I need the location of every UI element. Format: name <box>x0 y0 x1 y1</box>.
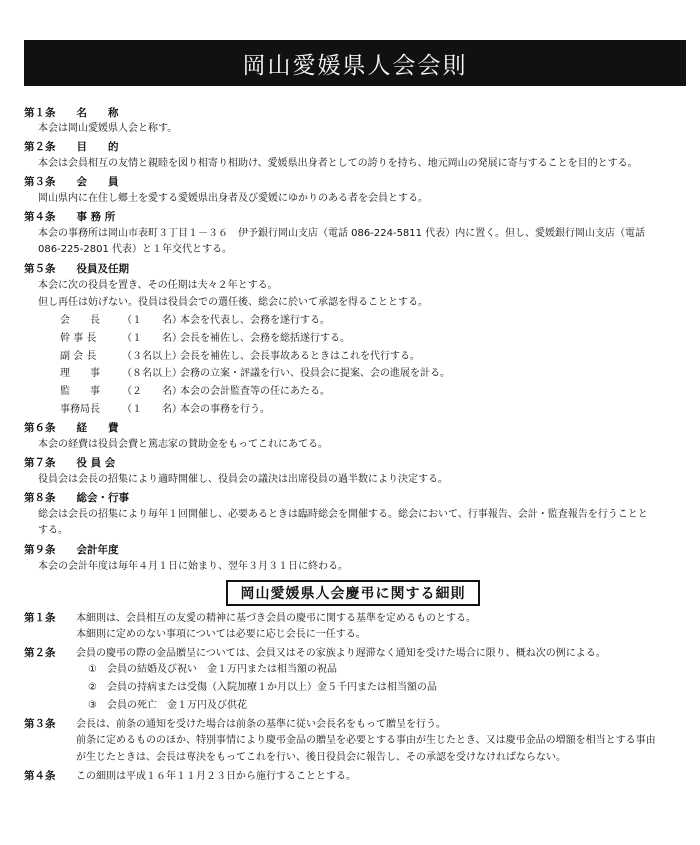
bylaw-4-label: 第４条 <box>24 770 56 782</box>
bylaw-4-line1: この細則は平成１６年１１月２３日から施行することとする。 <box>76 771 356 782</box>
article-4-body-line2: 086-225-2801 代表）と１年交代とする。 <box>38 244 233 255</box>
bylaw-1-label: 第１条 <box>24 612 56 624</box>
role-count: （１ 名） <box>122 404 182 415</box>
article-7-body: 役員会は会長の招集により適時開催し、役員会の議決は出席役員の過半数により決定する。 <box>38 474 448 485</box>
bylaw-2-item: ② 会員の持病または受傷（入院加療１か月以上）金５千円または相当額の品 <box>88 682 437 693</box>
role-count: （２ 名） <box>122 386 182 397</box>
role-duty: 会長を補佐し、会務を総括遂行する。 <box>180 333 350 344</box>
article-2-body: 本会は会員相互の友情と親睦を図り相寄り相助け、愛媛県出身者としての誇りを持ち、地元岡山の発展に寄与することを目的とする。 <box>38 158 638 169</box>
bylaw-1 <box>24 611 476 626</box>
article-3-heading: 第３条 会 員 <box>24 176 119 188</box>
article-4-body-line1: 本会の事務所は岡山市表町３丁目１－３６ 伊予銀行岡山支店（電話 086-224-5811 代表）内に置く。但し、愛媛銀行岡山支店（電話 <box>38 228 645 239</box>
role-row <box>60 332 350 346</box>
role-count: （３名以上） <box>122 351 182 362</box>
role-count: （１ 名） <box>122 333 182 344</box>
role-row <box>60 367 450 381</box>
role-duty: 会務の立案・評議を行い、役員会に提案、会の進展を計る。 <box>180 368 450 379</box>
article-8-body-line1: 総会は会長の招集により毎年１回開催し、必要あるときは臨時総会を開催する。総会において、行事報告、会計・監査報告を行うことと <box>38 509 648 520</box>
article-8-heading: 第８条 総会・行事 <box>24 492 129 504</box>
article-9-heading: 第９条 会計年度 <box>24 544 119 556</box>
bylaw-4 <box>24 769 356 784</box>
role-duty: 本会の事務を行う。 <box>180 404 270 415</box>
bylaw-2-label: 第２条 <box>24 647 56 659</box>
article-1-heading: 第１条 名 称 <box>24 107 119 119</box>
role-duty: 会長を補佐し、会長事故あるときはこれを代行する。 <box>180 351 420 362</box>
bylaw-3-label: 第３条 <box>24 718 56 730</box>
role-name: 幹 事 長 <box>60 333 97 344</box>
bylaw-2-item: ③ 会員の死亡 金１万円及び供花 <box>88 700 247 711</box>
article-6-body: 本会の経費は役員会費と篤志家の賛助金をもってこれにあてる。 <box>38 439 328 450</box>
article-1-body: 本会は岡山愛媛県人会と称す。 <box>38 123 178 134</box>
role-duty: 本会の会計監査等の任にあたる。 <box>180 386 330 397</box>
article-3-body: 岡山県内に在住し郷土を愛する愛媛県出身者及び愛媛にゆかりのある者を会員とする。 <box>38 193 428 204</box>
role-name: 事務局長 <box>60 404 100 415</box>
article-4-heading: 第４条 事 務 所 <box>24 211 116 223</box>
bylaw-1-line1: 本細則は、会員相互の友愛の精神に基づき会員の慶弔に関する基準を定めるものとする。 <box>76 613 476 624</box>
article-6-heading: 第６条 経 費 <box>24 422 119 434</box>
role-name: 監 事 <box>60 386 100 397</box>
article-7-heading: 第７条 役 員 会 <box>24 457 116 469</box>
bylaws-title: 岡山愛媛県人会慶弔に関する細則 <box>226 580 480 606</box>
role-row <box>60 314 330 328</box>
article-8-body-line2: する。 <box>38 525 68 536</box>
bylaw-3-line1: 会長は、前条の通知を受けた場合は前条の基準に従い会長名をもって贈呈を行う。 <box>76 719 446 730</box>
article-5-body-line1: 本会に次の役員を置き、その任期は夫々２年とする。 <box>38 280 278 291</box>
role-name: 理 事 <box>60 368 100 379</box>
role-duty: 本会を代表し、会務を遂行する。 <box>180 315 330 326</box>
role-row <box>60 350 420 364</box>
bylaw-3 <box>24 717 446 732</box>
role-count: （１ 名） <box>122 315 182 326</box>
document-title: 岡山愛媛県人会会則 <box>24 40 686 86</box>
bylaw-1-line2: 本細則に定めのない事項については必要に応じ会長に一任する。 <box>76 629 366 640</box>
bylaw-3-line3: が生じたときは、会長は専決をもってこれを行い、後日役員会に報告し、その承認を受けなければならない。 <box>76 752 566 763</box>
article-5-body-line2: 但し再任は妨げない。役員は役員会での選任後、総会に於いて承認を得ることとする。 <box>38 297 428 308</box>
article-2-heading: 第２条 目 的 <box>24 141 119 153</box>
role-name: 副 会 長 <box>60 351 97 362</box>
role-row <box>60 403 270 417</box>
bylaw-2-line1: 会員の慶弔の際の金品贈呈については、会員又はその家族より遅滞なく通知を受けた場合に限り、概ね次の例による。 <box>76 648 606 659</box>
role-name: 会 長 <box>60 315 100 326</box>
article-9-body: 本会の会計年度は毎年４月１日に始まり、翌年３月３１日に終わる。 <box>38 561 348 572</box>
bylaw-3-line2: 前条に定めるもののほか、特別事情により慶弔金品の贈呈を必要とする事由が生じたとき、又は慶弔金品の増額を相当とする事由 <box>76 735 656 746</box>
article-5-heading: 第５条 役員及任期 <box>24 263 129 275</box>
bylaw-2 <box>24 646 606 661</box>
role-count: （８名以上） <box>122 368 182 379</box>
role-row <box>60 385 330 399</box>
bylaw-2-item: ① 会員の結婚及び祝い 金１万円または相当額の祝品 <box>88 664 337 675</box>
